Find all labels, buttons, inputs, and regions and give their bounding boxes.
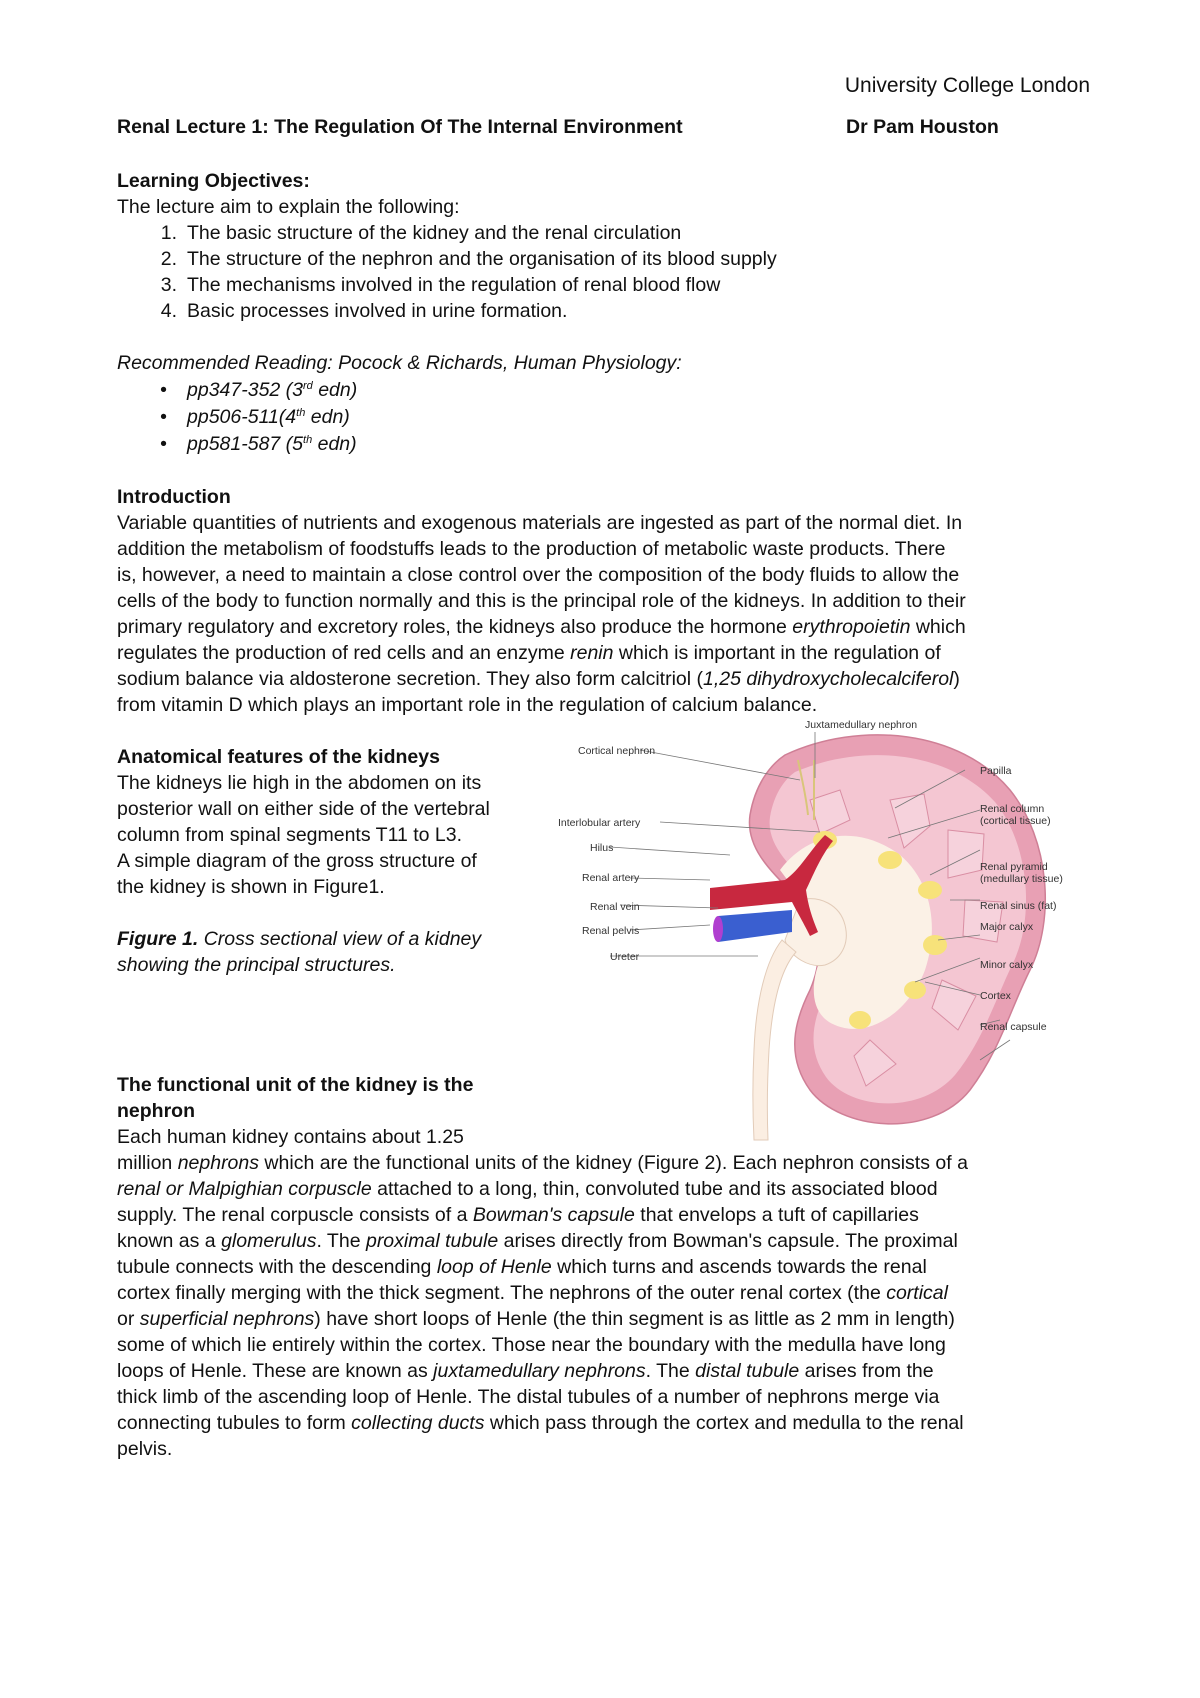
objective-text: Basic processes involved in urine formation. (187, 300, 568, 322)
label-ureter: Ureter (610, 951, 640, 963)
minor-calyx (878, 851, 902, 869)
label-renal-pyramid: Renal pyramid (980, 861, 1048, 873)
figure-caption: showing the principal structures. (117, 954, 396, 976)
renal-vein-end (713, 916, 723, 942)
text-run: arises directly from Bowman's capsule. The proximal (498, 1230, 958, 1252)
paragraph-line: thick limb of the ascending loop of Henle. The distal tubules of a number of nephrons merge via (117, 1386, 940, 1408)
objective-number: 4. (160, 300, 177, 322)
text-run: or (117, 1308, 140, 1330)
text-run: . The (645, 1360, 696, 1382)
objectives-intro: The lecture aim to explain the following: (117, 196, 460, 218)
paragraph-line (117, 1410, 964, 1436)
text-run: which is important in the regulation of (613, 642, 941, 664)
reading-item (117, 377, 357, 403)
label-renal-pyramid-sub: (medullary tissue) (980, 873, 1063, 885)
term-distal-tubule: distal tubule (695, 1360, 800, 1382)
text-run: which (910, 616, 966, 638)
label-juxtamedullary: Juxtamedullary nephron (805, 719, 918, 731)
renal-pyramid (948, 830, 984, 878)
label-renal-column: Renal column (980, 803, 1045, 815)
paragraph-line (117, 614, 966, 640)
label-minor-calyx: Minor calyx (980, 959, 1034, 971)
paragraph-line: cells of the body to function normally and this is the principal role of the kidneys. In addition to their (117, 590, 966, 612)
reading-text-end: edn) (305, 406, 350, 428)
minor-calyx (918, 881, 942, 899)
text-run: that envelops a tuft of capillaries (634, 1204, 919, 1226)
text-run: regulates the production of red cells and an enzyme (117, 642, 571, 664)
paragraph-line: from vitamin D which plays an important role in the regulation of calcium balance. (117, 694, 818, 716)
reading-text: pp581-587 (5 (187, 433, 304, 455)
objectives-heading: Learning Objectives: (117, 170, 310, 192)
text-run: arises from the (799, 1360, 934, 1382)
text-run: cortex finally merging with the thick segment. The nephrons of the outer renal cortex (the (117, 1282, 887, 1304)
objective-text: The basic structure of the kidney and the renal circulation (187, 222, 682, 244)
term-loop-of-henle: loop of Henle (436, 1256, 552, 1278)
label-renal-artery: Renal artery (582, 872, 640, 884)
term-collecting-ducts: collecting ducts (351, 1412, 485, 1434)
paragraph-line: A simple diagram of the gross structure of (117, 850, 477, 872)
term-superficial-nephrons: superficial nephrons (139, 1308, 315, 1330)
paragraph-line (117, 1306, 955, 1332)
objective-text: The structure of the nephron and the organisation of its blood supply (187, 248, 777, 270)
minor-calyx (923, 935, 947, 955)
term-bowmans-capsule: Bowman's capsule (472, 1204, 635, 1226)
label-cortex: Cortex (980, 990, 1011, 1002)
objective-item (117, 220, 681, 246)
text-run: tubule connects with the descending (117, 1256, 437, 1278)
objective-item (117, 298, 567, 324)
paragraph-line: The kidneys lie high in the abdomen on its (117, 772, 482, 794)
text-run: supply. The renal corpuscle consists of a (117, 1204, 473, 1226)
text-run: known as a (117, 1230, 222, 1252)
reading-heading: Recommended Reading: Pocock & Richards, Human Physiology: (117, 352, 682, 374)
label-renal-sinus: Renal sinus (fat) (980, 900, 1057, 912)
ureter-shape (753, 940, 796, 1140)
paragraph-line (117, 1280, 948, 1306)
caption-text: Cross sectional view of a kidney (198, 928, 482, 950)
minor-calyx (904, 981, 926, 999)
objective-number: 3. (160, 274, 177, 296)
figure-caption (117, 926, 481, 952)
text-run: connecting tubules to form (117, 1412, 352, 1434)
text-run: attached to a long, thin, convoluted tube and its associated blood (371, 1178, 938, 1200)
term-nephrons: nephrons (177, 1152, 260, 1174)
paragraph-line (117, 1358, 934, 1384)
paragraph-line: is, however, a need to maintain a close control over the composition of the body fluids to allow the (117, 564, 960, 586)
label-interlobular-artery: Interlobular artery (558, 817, 641, 829)
label-papilla: Papilla (980, 765, 1012, 777)
paragraph-line: the kidney is shown in Figure1. (117, 876, 385, 898)
objective-item (117, 246, 777, 272)
bullet: • (160, 406, 167, 428)
label-renal-capsule: Renal capsule (980, 1021, 1047, 1033)
reading-item (117, 431, 357, 457)
nephron-heading: The functional unit of the kidney is the (117, 1074, 474, 1096)
objective-number: 2. (160, 248, 177, 270)
paragraph-line: some of which lie entirely within the cortex. Those near the boundary with the medulla have long (117, 1334, 946, 1356)
reading-text: pp506-511(4 (187, 406, 297, 428)
reading-text: pp347-352 (3 (187, 379, 304, 401)
bullet: • (160, 379, 167, 401)
term-juxtamedullary-nephrons: juxtamedullary nephrons (433, 1360, 646, 1382)
introduction-heading: Introduction (117, 486, 231, 508)
lecture-title: Renal Lecture 1: The Regulation Of The Internal Environment (117, 116, 683, 138)
text-run: primary regulatory and excretory roles, the kidneys also produce the hormone (117, 616, 793, 638)
paragraph-line (117, 1228, 958, 1254)
objective-number: 1. (160, 222, 177, 244)
reading-item (117, 404, 350, 430)
paragraph-line (117, 1254, 927, 1280)
objective-item (117, 272, 720, 298)
term-renal-corpuscle: renal or Malpighian corpuscle (117, 1178, 372, 1200)
minor-calyx (849, 1011, 871, 1029)
edition-suffix: th (303, 434, 313, 446)
bullet: • (160, 433, 167, 455)
text-run: ) (953, 668, 960, 690)
reading-text-end: edn) (312, 433, 357, 455)
text-run: which turns and ascends towards the renal (551, 1256, 927, 1278)
nephron-heading-cont: nephron (117, 1100, 195, 1122)
text-run: loops of Henle. These are known as (117, 1360, 434, 1382)
edition-suffix: th (296, 407, 306, 419)
paragraph-line (117, 666, 960, 692)
label-renal-pelvis: Renal pelvis (582, 925, 640, 937)
label-major-calyx: Major calyx (980, 921, 1034, 933)
paragraph-line: posterior wall on either side of the vertebral (117, 798, 490, 820)
text-run: sodium balance via aldosterone secretion. They also form calcitriol ( (117, 668, 703, 690)
university-name: University College London (844, 74, 1090, 97)
term-renin: renin (570, 642, 614, 664)
paragraph-line (117, 1150, 968, 1176)
edition-suffix: rd (303, 380, 313, 392)
paragraph-line (117, 1176, 938, 1202)
text-run: . The (316, 1230, 366, 1252)
term-proximal-tubule: proximal tubule (365, 1230, 499, 1252)
paragraph-line (117, 640, 941, 666)
renal-vein-shape (718, 910, 792, 942)
term-calcitriol: 1,25 dihydroxycholecalciferol (703, 668, 954, 690)
term-erythropoietin: erythropoietin (792, 616, 911, 638)
paragraph-line: column from spinal segments T11 to L3. (117, 824, 463, 846)
term-cortical: cortical (886, 1282, 948, 1304)
kidney-diagram (558, 719, 1080, 1140)
objective-text: The mechanisms involved in the regulation of renal blood flow (187, 274, 721, 296)
text-run: which are the functional units of the kidney (Figure 2). Each nephron consists of a (259, 1152, 968, 1174)
text-run: million (117, 1152, 178, 1174)
text-run: which pass through the cortex and medulla to the renal (484, 1412, 964, 1434)
label-hilus: Hilus (590, 842, 614, 854)
paragraph-line: Each human kidney contains about 1.25 (117, 1126, 464, 1148)
label-renal-column-sub: (cortical tissue) (980, 815, 1051, 827)
anatomy-heading: Anatomical features of the kidneys (117, 746, 440, 768)
paragraph-line: Variable quantities of nutrients and exogenous materials are ingested as part of the normal diet. In (117, 512, 963, 534)
label-renal-vein: Renal vein (590, 901, 640, 913)
paragraph-line: addition the metabolism of foodstuffs leads to the production of metabolic waste products. There (117, 538, 946, 560)
text-run: ) have short loops of Henle (the thin segment is as little as 2 mm in length) (314, 1308, 955, 1330)
author-name: Dr Pam Houston (846, 116, 999, 138)
reading-text-end: edn) (312, 379, 358, 401)
paragraph-line: pelvis. (117, 1438, 173, 1460)
label-cortical-nephron: Cortical nephron (578, 745, 656, 757)
term-glomerulus: glomerulus (221, 1230, 317, 1252)
paragraph-line (117, 1202, 919, 1228)
figure-label: Figure 1. (117, 928, 199, 950)
